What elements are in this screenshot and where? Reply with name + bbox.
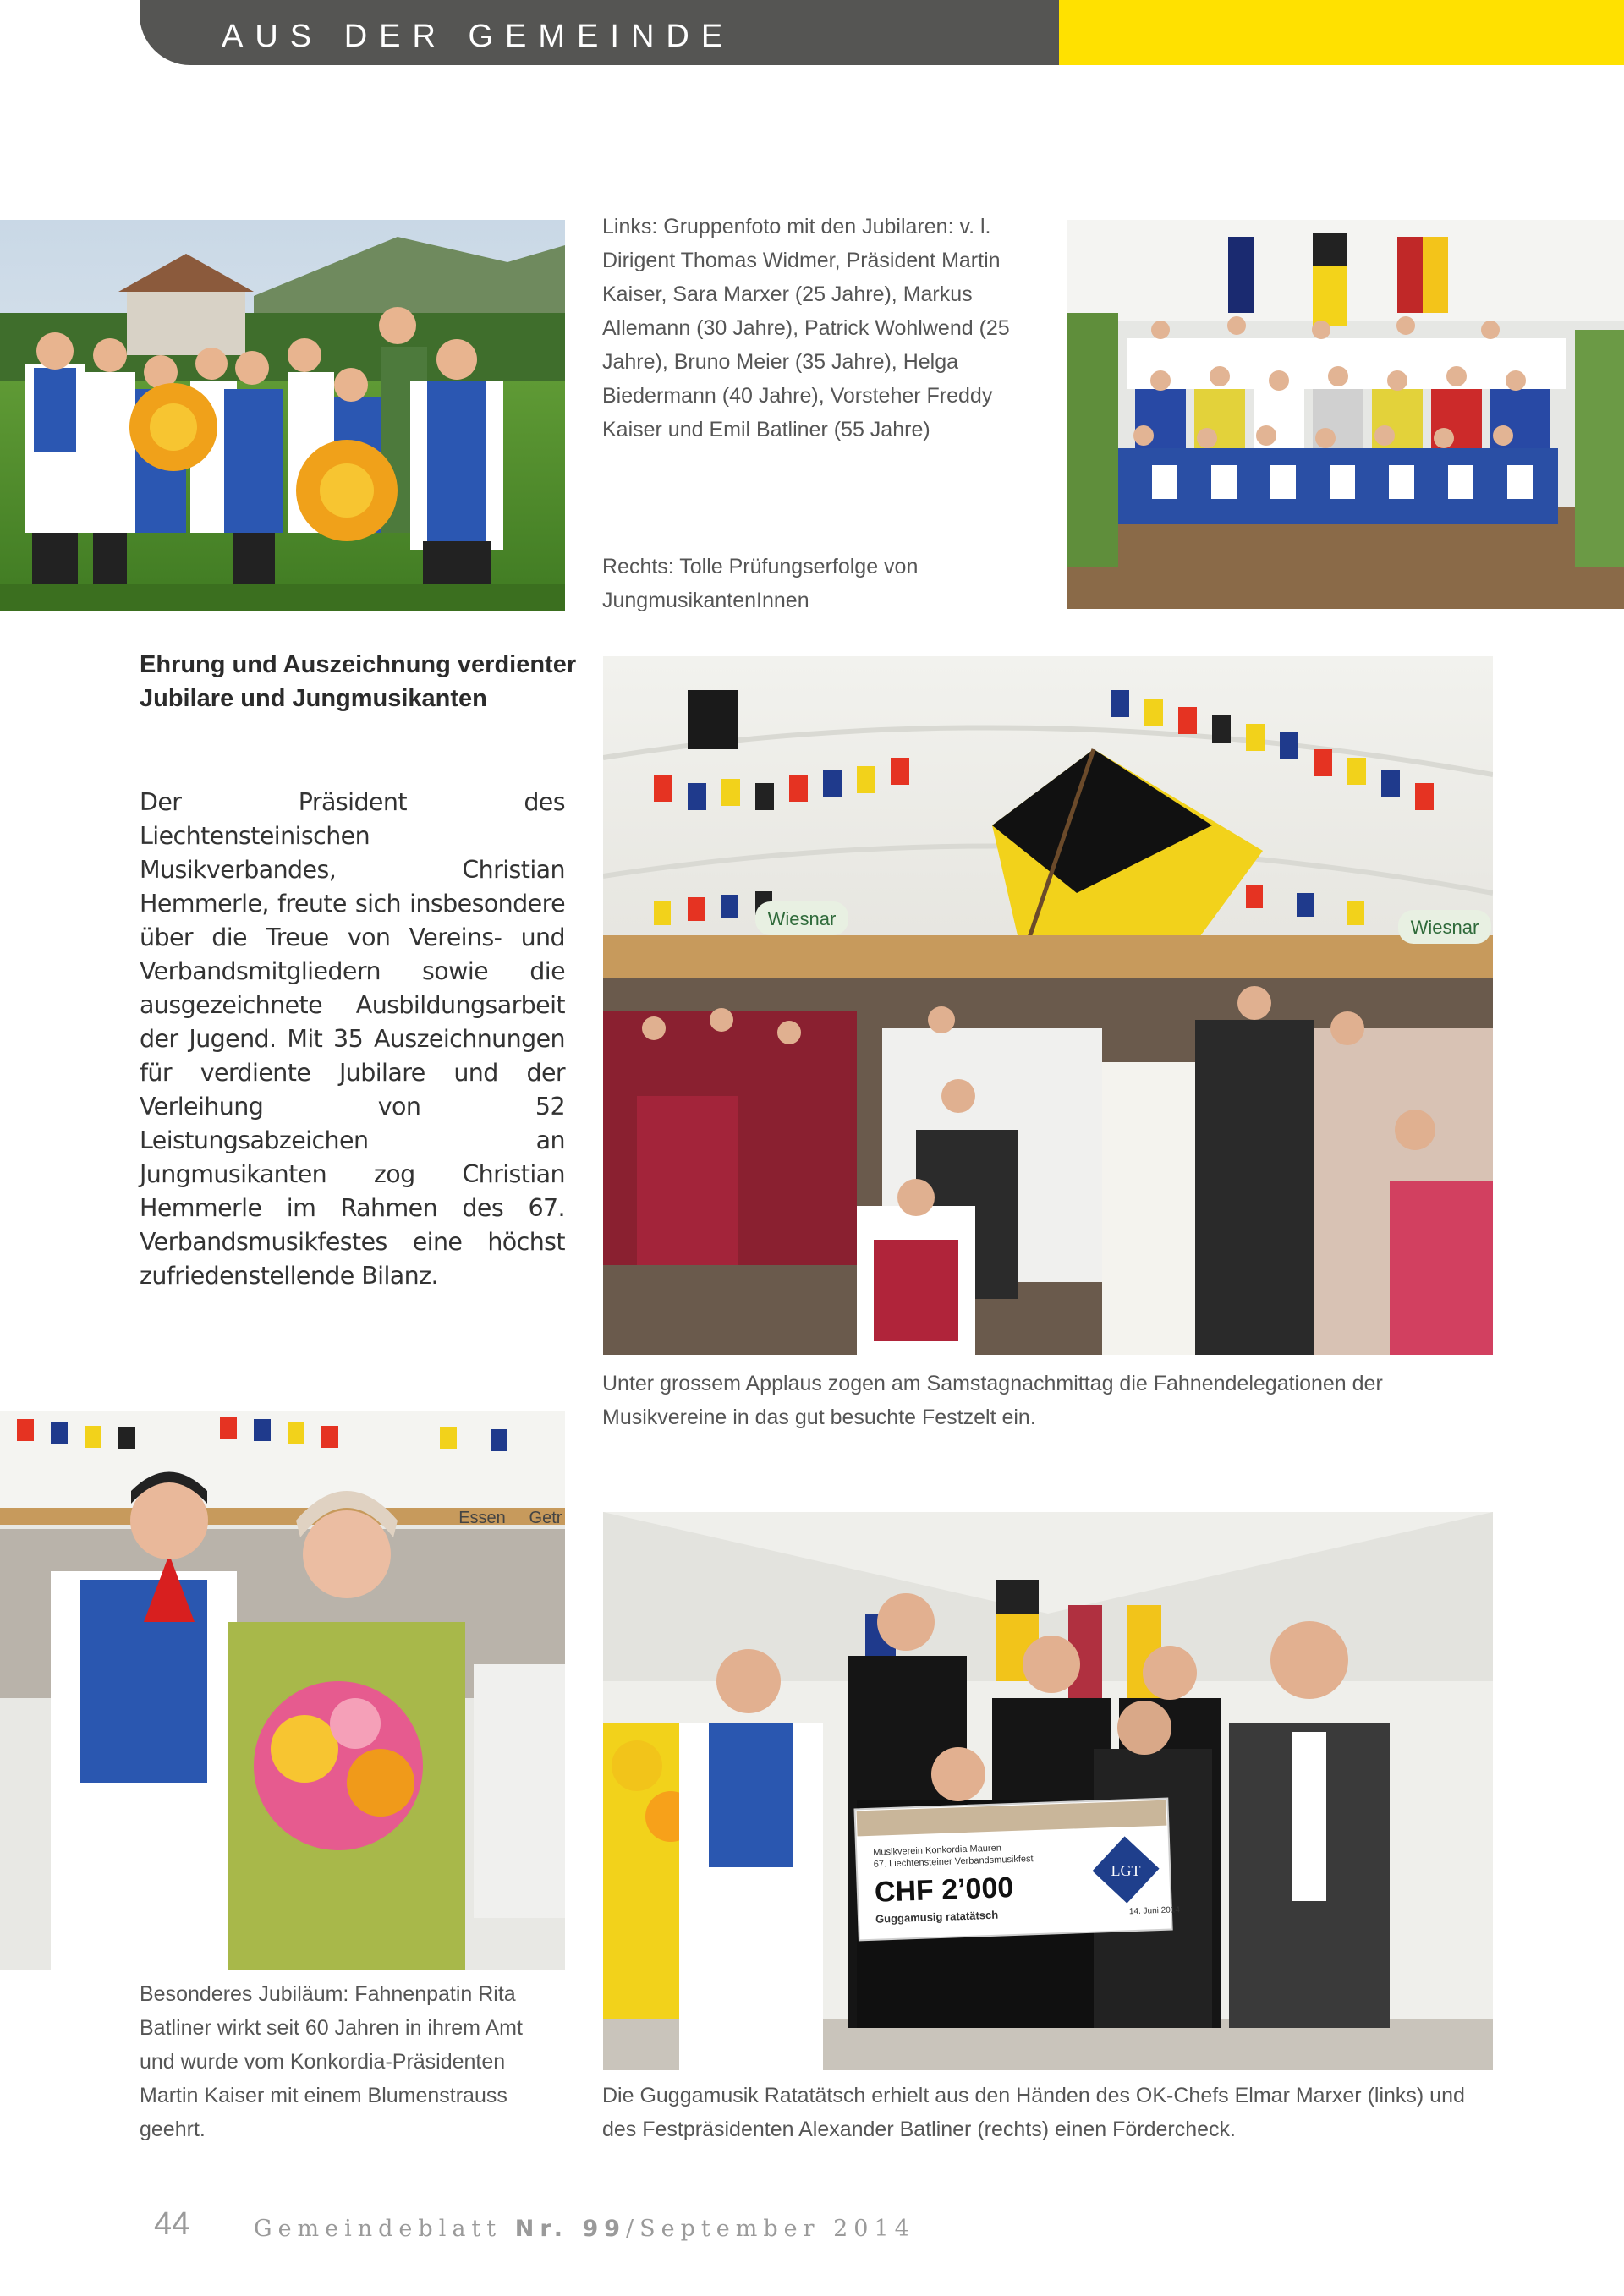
caption-tent-photo: Unter grossem Applaus zogen am Samstagnachmittag die Fahnendelegationen der Musikvereine in das gut besuchte Festzelt ein.: [602, 1372, 1383, 1429]
lgt-logo-text: LGT: [1111, 1862, 1141, 1879]
article-heading: Ehrung und Auszeichnung verdienter Jubilare und Jungmusikanten: [140, 651, 577, 712]
article-body: Der Präsident des Liechtensteinischen Musikverbandes, Christian Hemmerle, freute sich insbesondere über die Treue von Vereins- und Verbandsmitgliedern sowie die ausgezeichnete Ausbildungsarbeit der Jugend. Mit 35 Auszeichnungen für verdiente Jubilare und der Verleihung von 52 Leistungsabzeichen an Jungmusikanten zog Christian Hemmerle im Rahmen des 67. Verbandsmusikfestes eine höchst zufriedenstellende Bilanz.: [140, 788, 565, 1290]
check-recipient: Guggamusig ratatätsch: [875, 1908, 999, 1926]
publication-footer: [254, 2216, 915, 2242]
publication-name: Gemeindeblatt: [254, 2216, 502, 2242]
tent-sign-left-text: Wiesnar: [767, 908, 837, 929]
caption-jubilee-photo: Besonderes Jubiläum: Fahnenpatin Rita Batliner wirkt seit 60 Jahren in ihrem Amt und wurde vom Konkordia-Präsidenten Martin Kaiser mit einem Blumenstrauss geehrt.: [140, 1982, 523, 2141]
caption-check-photo: Die Guggamusik Ratatätsch erhielt aus den Händen des OK-Chefs Elmar Marxer (links) und des Festpräsidenten Alexander Batliner (rechts) einen Fördercheck.: [602, 2084, 1465, 2141]
check-date: 14. Juni 2014: [1128, 1905, 1181, 1917]
photo-festival-tent: [603, 656, 1493, 1355]
section-title: AUS DER GEMEINDE: [222, 19, 735, 54]
issue-date: /September 2014: [626, 2216, 915, 2242]
page-number: 44: [154, 2206, 190, 2242]
donation-check: [854, 1799, 1180, 1941]
photo-youth-musicians: [1067, 220, 1624, 609]
jubilee-sign-getr-text: Getr: [529, 1509, 562, 1527]
check-org-line1: Musikverein Konkordia Mauren: [873, 1843, 1002, 1858]
check-amount: CHF 2’000: [874, 1871, 1014, 1909]
tent-sign-right-text: Wiesnar: [1410, 917, 1479, 938]
caption-youth-photo: Rechts: Tolle Prüfungserfolge von JungmusikantenInnen: [602, 555, 919, 612]
photo-check-handover: [603, 1512, 1493, 2070]
issue-number: Nr. 99: [514, 2216, 627, 2242]
photo-jubilarians-group: [0, 220, 565, 611]
jubilee-sign-essen-text: Essen: [458, 1509, 506, 1527]
header-accent-block: [1059, 0, 1624, 65]
caption-group-photo: Links: Gruppenfoto mit den Jubilaren: v. l. Dirigent Thomas Widmer, Präsident Martin Kaiser, Sara Marxer (25 Jahre), Markus Allemann (30 Jahre), Patrick Wohlwend (25 Jahre), Bruno Meier (35 Jahre), Helga Biedermann (40 Jahre), Vorsteher Freddy Kaiser und Emil Batliner (55 Jahre): [602, 215, 1010, 441]
photo-flag-godmother: [0, 1411, 565, 1970]
check-org-line2: 67. Liechtensteiner Verbandsmusikfest: [873, 1854, 1034, 1870]
